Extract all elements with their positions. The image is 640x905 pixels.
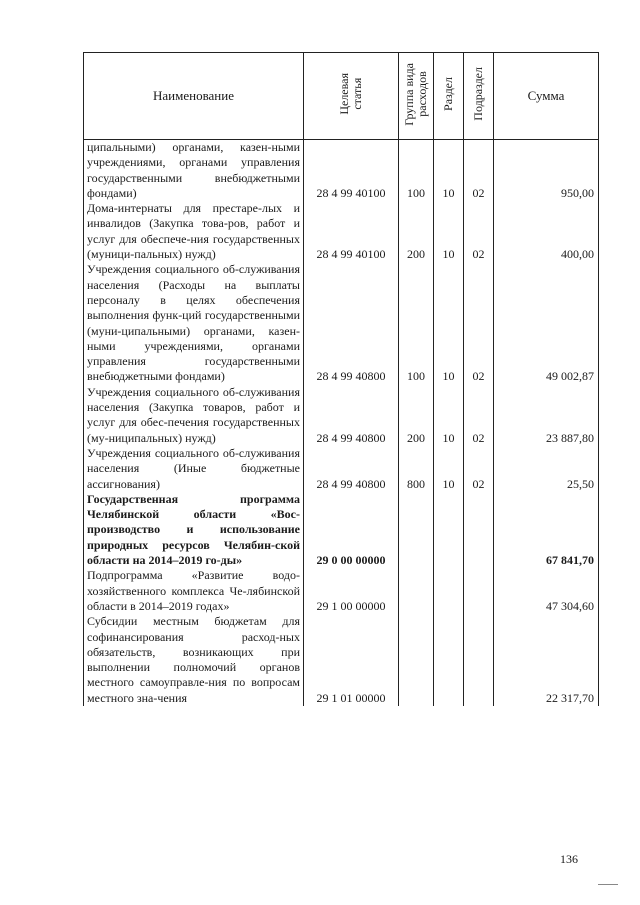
row-subsection: 02 — [464, 262, 494, 384]
budget-table — [83, 52, 599, 706]
row-target-article: 29 0 00 00000 — [304, 492, 399, 568]
row-name: Субсидии местным бюджетам для софинансирования расход-ных обязательств, возникающих при выполнении полномочий органов местного самоуправле-ния по вопросам местного зна-чения — [84, 614, 304, 706]
row-sum: 25,50 — [494, 446, 599, 492]
row-sum: 47 304,60 — [494, 568, 599, 614]
row-section: 10 — [434, 140, 464, 202]
row-target-article: 28 4 99 40100 — [304, 140, 399, 202]
row-subsection — [464, 614, 494, 706]
row-expense-group — [399, 492, 434, 568]
row-name: ципальными) органами, казен-ными учреждениями, органами управления государственными внебюджетными фондами) — [84, 140, 304, 202]
column-header-name: Наименование — [84, 53, 304, 140]
row-section — [434, 614, 464, 706]
table-row — [84, 568, 599, 614]
row-target-article: 29 1 00 00000 — [304, 568, 399, 614]
row-sum: 67 841,70 — [494, 492, 599, 568]
row-section: 10 — [434, 262, 464, 384]
page-edge-mark — [598, 884, 618, 885]
row-subsection: 02 — [464, 446, 494, 492]
column-header-section: Раздел — [434, 53, 464, 140]
column-header-expense-group: Группа вида расходов — [399, 53, 434, 140]
row-sum: 400,00 — [494, 201, 599, 262]
row-section: 10 — [434, 201, 464, 262]
column-header-target-article: Целевая статья — [304, 53, 399, 140]
row-target-article: 28 4 99 40100 — [304, 201, 399, 262]
table-row — [84, 385, 599, 446]
row-subsection — [464, 568, 494, 614]
table-header-row — [84, 53, 599, 140]
row-expense-group: 800 — [399, 446, 434, 492]
table-row — [84, 614, 599, 706]
row-section — [434, 492, 464, 568]
row-expense-group: 200 — [399, 201, 434, 262]
row-section: 10 — [434, 385, 464, 446]
row-name: Подпрограмма «Развитие водо-хозяйственного комплекса Че-лябинской области в 2014–2019 годах» — [84, 568, 304, 614]
row-subsection: 02 — [464, 201, 494, 262]
table-row — [84, 262, 599, 384]
row-expense-group — [399, 614, 434, 706]
row-section: 10 — [434, 446, 464, 492]
row-target-article: 29 1 01 00000 — [304, 614, 399, 706]
row-section — [434, 568, 464, 614]
row-target-article: 28 4 99 40800 — [304, 385, 399, 446]
row-expense-group — [399, 568, 434, 614]
row-target-article: 28 4 99 40800 — [304, 262, 399, 384]
row-name: Учреждения социального об-служивания населения (Расходы на выплаты персоналу в целях обеспечения выполнения функ-ций государственными (муни-ципальными) органами, казен-ными учреждениями, органами управления государственными внебюджетными фондами) — [84, 262, 304, 384]
row-expense-group: 100 — [399, 140, 434, 202]
column-header-subsection: Подраздел — [464, 53, 494, 140]
row-subsection — [464, 492, 494, 568]
row-name: Государственная программа Челябинской области «Вос-производство и использование природных ресурсов Челябин-ской области на 2014–2019 го-ды» — [84, 492, 304, 568]
row-sum: 49 002,87 — [494, 262, 599, 384]
row-sum: 22 317,70 — [494, 614, 599, 706]
table-row — [84, 140, 599, 202]
page-number: 136 — [560, 852, 578, 866]
table-row — [84, 201, 599, 262]
row-target-article: 28 4 99 40800 — [304, 446, 399, 492]
row-name: Учреждения социального об-служивания населения (Иные бюджетные ассигнования) — [84, 446, 304, 492]
row-name: Учреждения социального об-служивания населения (Закупка товаров, работ и услуг для обес-печения государственных (му-ниципальных) нужд) — [84, 385, 304, 446]
row-expense-group: 100 — [399, 262, 434, 384]
table-row — [84, 492, 599, 568]
row-subsection: 02 — [464, 140, 494, 202]
row-sum: 950,00 — [494, 140, 599, 202]
row-expense-group: 200 — [399, 385, 434, 446]
row-name: Дома-интернаты для престаре-лых и инвалидов (Закупка това-ров, работ и услуг для обеспече-ния государственных (муници-пальных) нужд) — [84, 201, 304, 262]
table-row — [84, 446, 599, 492]
column-header-sum: Сумма — [494, 53, 599, 140]
row-subsection: 02 — [464, 385, 494, 446]
row-sum: 23 887,80 — [494, 385, 599, 446]
table-body — [84, 140, 599, 706]
